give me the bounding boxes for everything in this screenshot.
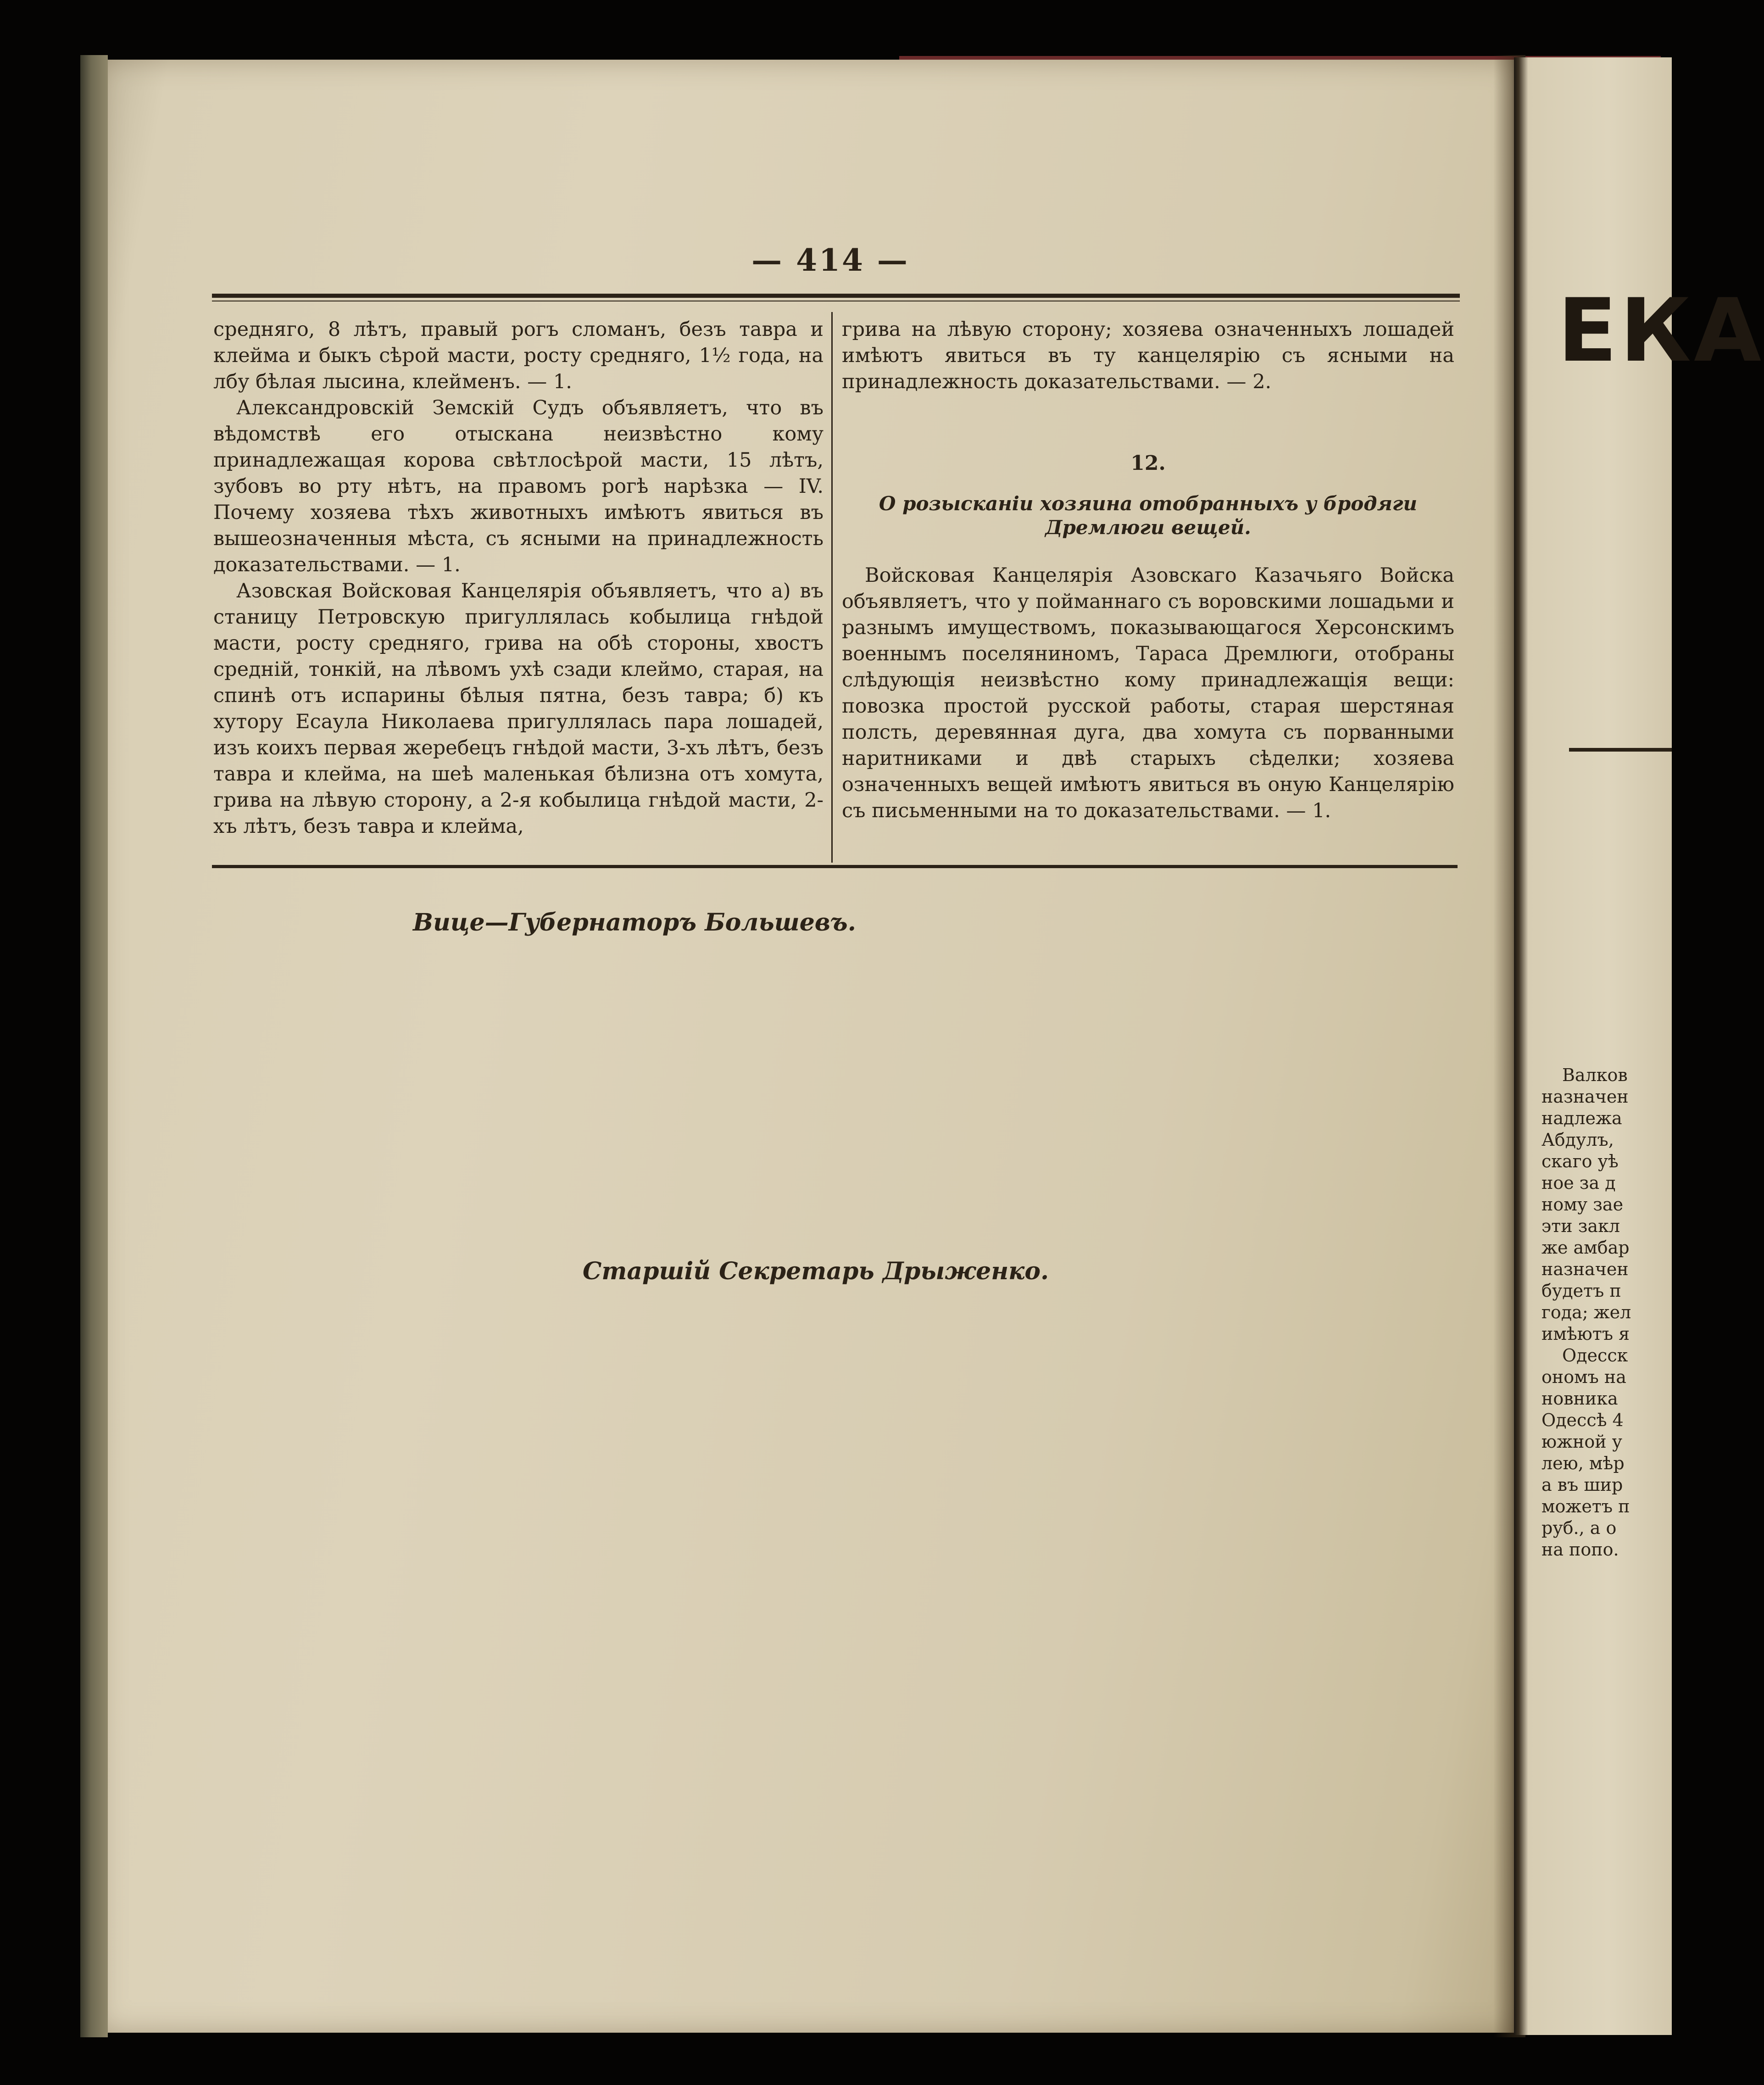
paragraph: грива на лѣвую сторону; хозяева означенныхъ лошадей имѣютъ явиться въ ту канцелярію съ ясными на принадлежность доказательствами. — 2. bbox=[842, 318, 1454, 393]
footer-rule bbox=[212, 865, 1458, 868]
right-column bbox=[842, 317, 1454, 824]
paragraph: средняго, 8 лѣтъ, правый рогъ сломанъ, безъ тавра и клейма и быкъ сѣрой масти, росту средняго, 1½ года, на лбу бѣлая лысина, клейменъ. — 1. bbox=[213, 318, 824, 393]
right-page-line: года; жел bbox=[1541, 1302, 1631, 1322]
right-page-line: руб., а о bbox=[1541, 1518, 1617, 1538]
right-page-line: ному зае bbox=[1541, 1194, 1624, 1215]
right-page-line: а въ шир bbox=[1541, 1475, 1623, 1495]
right-page-line: же амбар bbox=[1541, 1238, 1630, 1258]
paragraph: Войсковая Канцелярія Азовскаго Казачьяго Войска объявляетъ, что у пойманнаго съ воровскими лошадьми и разнымъ имуществомъ, показывающагося Херсонскимъ военнымъ поселяниномъ, Тараса Дремлюги, отобраны слѣдующія неизвѣстно кому принадлежащія вещи: повозка простой русской работы, старая шерстяная полсть, деревянная дуга, два хомута съ порванными наритниками и двѣ старыхъ сѣделки; хозяева означенныхъ вещей имѣютъ явиться въ оную Канцелярію съ письменными на то доказательствами. — 1. bbox=[842, 564, 1454, 822]
right-page-line: надлежа bbox=[1541, 1108, 1622, 1128]
right-page-line: Абдулъ, bbox=[1541, 1130, 1614, 1150]
right-page-line: ное за д bbox=[1541, 1173, 1616, 1193]
right-page-line: Одессѣ 4 bbox=[1541, 1410, 1624, 1430]
left-column bbox=[213, 317, 824, 840]
right-page-line: лею, мѣр bbox=[1541, 1453, 1625, 1473]
right-page-line: имѣютъ я bbox=[1541, 1324, 1630, 1344]
right-page-line: на попо. bbox=[1541, 1539, 1619, 1560]
right-page-line: Валков bbox=[1562, 1065, 1628, 1085]
page-number: — 414 — bbox=[751, 242, 909, 278]
vice-governor-signature: Вице—Губернаторъ Большевъ. bbox=[413, 909, 856, 937]
right-page-line: можетъ п bbox=[1541, 1496, 1630, 1516]
section-title: О розысканіи хозяина отобранныхъ у бродяги Дремлюги вещей. bbox=[879, 492, 1418, 539]
column-divider bbox=[831, 312, 833, 863]
paragraph: Азовская Войсковая Канцелярія объявляетъ, что а) въ станицу Петровскую пригуллялась кобылица гнѣдой масти, росту средняго, грива на обѣ стороны, хвостъ средній, тонкій, на лѣвомъ ухѣ сзади клеймо, старая, на спинѣ отъ испарины бѣлыя пятна, безъ тавра; б) къ хутору Есаула Николаева пригуллялась пара лошадей, изъ коихъ первая жеребецъ гнѣдой масти, 3-хъ лѣтъ, безъ тавра и клейма, на шеѣ маленькая бѣлизна отъ хомута, грива на лѣвую сторону, а 2-я кобылица гнѣдой масти, 2-хъ лѣтъ, безъ тавра и клейма, bbox=[213, 580, 824, 838]
right-page-line: Одесск bbox=[1562, 1345, 1628, 1366]
right-page-line: ономъ на bbox=[1541, 1367, 1626, 1387]
header-rule bbox=[212, 294, 1460, 298]
senior-secretary-signature: Старшій Секретарь Дрыженко. bbox=[583, 1257, 1049, 1285]
bleed-through-text bbox=[216, 1009, 789, 1744]
right-page-line: эти закл bbox=[1541, 1216, 1620, 1236]
paragraph: Александровскій Земскій Судъ объявляетъ, что въ вѣдомствѣ его отыскана неизвѣстно кому принадлежащая корова свѣтлосѣрой масти, 15 лѣтъ, зубовъ во рту нѣтъ, на правомъ рогѣ нарѣзка — IV. Почему хозяева тѣхъ животныхъ имѣютъ явиться въ вышеозначенныя мѣста, съ ясными на принадлежность доказательствами. — 1. bbox=[213, 396, 824, 576]
right-page-line: назначен bbox=[1541, 1259, 1629, 1279]
section-number: 12. bbox=[1130, 452, 1166, 475]
right-page-line: назначен bbox=[1541, 1087, 1629, 1107]
right-page-line: будетъ п bbox=[1541, 1281, 1621, 1301]
right-page-line: южной у bbox=[1541, 1432, 1623, 1452]
masthead-fragment: ЕКА bbox=[1558, 280, 1764, 381]
right-page-line: скаго уѣ bbox=[1541, 1151, 1619, 1171]
right-page-rule bbox=[1569, 748, 1672, 752]
right-page-column bbox=[1541, 1065, 1688, 1561]
right-page-line: новника bbox=[1541, 1388, 1618, 1409]
